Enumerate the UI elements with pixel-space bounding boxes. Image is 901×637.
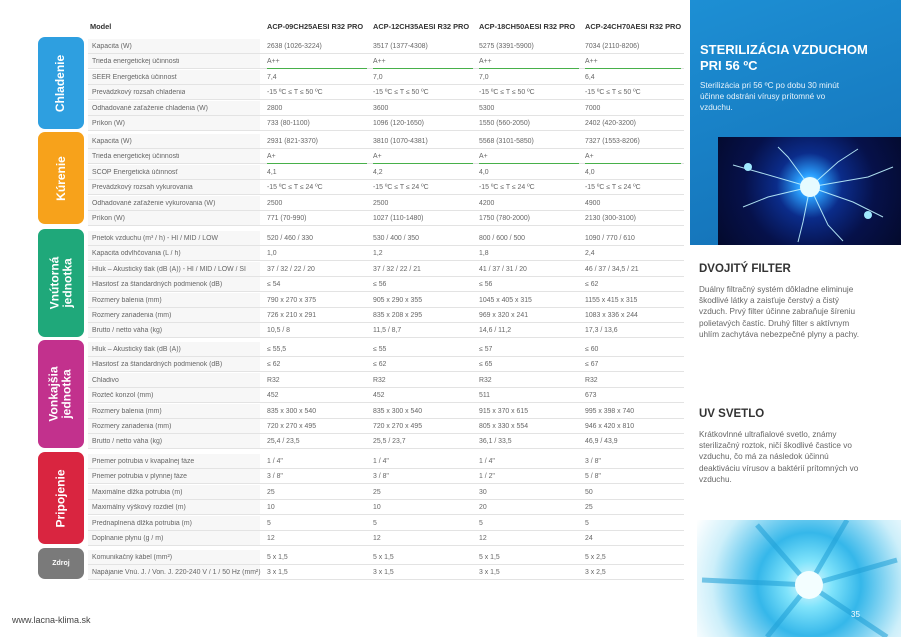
- row-value: -15 ºC ≤ T ≤ 50 ºC: [479, 89, 535, 97]
- row-label: Odhadované zaťaženie chladenia (W): [92, 104, 208, 112]
- section-title: Kúrenie: [53, 155, 68, 201]
- table-row: [88, 516, 684, 531]
- table-row: [88, 531, 684, 546]
- row-value: 530 / 400 / 350: [373, 235, 419, 242]
- row-value: 1,8: [479, 250, 489, 258]
- row-value: 3 x 2,5: [585, 569, 606, 577]
- plasma-illustration: [718, 137, 901, 245]
- row-label: Doplnanie plynu (g / m): [92, 535, 164, 542]
- row-value: -15 ºC ≤ T ≤ 50 ºC: [585, 89, 641, 97]
- row-value: 2,4: [585, 250, 595, 258]
- model-column-4: ACP-24CH70AESI R32 PRO: [585, 22, 682, 31]
- row-value: -15 ºC ≤ T ≤ 24 ºC: [267, 184, 323, 192]
- row-value: ≤ 60: [585, 346, 599, 353]
- row-value: 3 / 8": [585, 458, 601, 465]
- row-value: 5568 (3101-5850): [479, 138, 534, 145]
- row-value: ≤ 56: [373, 281, 387, 289]
- row-value: 800 / 600 / 500: [479, 235, 525, 242]
- row-value: A+: [585, 153, 594, 161]
- model-column-1: ACP-09CH25AESI R32 PRO: [267, 22, 364, 31]
- sterilization-text: Sterilizácia pri 56 ºC po dobu 30 minút účinne odstráni vírusy prítomné vo vzduchu.: [700, 81, 840, 112]
- row-label: Hlasitosť za štandardných podmienok (dB): [92, 281, 223, 289]
- row-value: -15 ºC ≤ T ≤ 50 ºC: [267, 89, 323, 97]
- row-label: Priemer potrubia v kvapalnej fáze: [92, 458, 195, 465]
- row-label: Trieda energetickej účinnosti: [92, 153, 180, 161]
- row-value: 46 / 37 / 34,5 / 21: [585, 265, 639, 273]
- row-value: 771 (70-990): [267, 215, 307, 222]
- row-value: 995 x 398 x 740: [585, 407, 635, 415]
- table-row: [88, 277, 684, 292]
- row-value: 7,0: [373, 73, 383, 81]
- table-row: [88, 419, 684, 434]
- row-label: Trieda energetickej účinnosti: [92, 58, 180, 66]
- row-label: Kapacita odvlhčovania (L / h): [92, 250, 181, 258]
- table-row: [88, 134, 684, 149]
- row-value: 3 / 8": [373, 473, 389, 481]
- table-row: [88, 404, 684, 419]
- row-value: ≤ 67: [585, 361, 599, 369]
- row-value: 511: [479, 392, 490, 400]
- uv-light-title: UV SVETLO: [699, 408, 765, 420]
- model-column-3: ACP-18CH50AESI R32 PRO: [479, 22, 576, 31]
- table-row: [88, 116, 684, 131]
- section-label: [38, 340, 84, 448]
- table-row: [88, 565, 684, 580]
- table-row: [88, 293, 684, 308]
- row-value: 12: [479, 535, 487, 542]
- row-value: 1 / 4": [479, 458, 495, 465]
- uv-light-image: [697, 520, 901, 637]
- row-label: Príkon (W): [92, 120, 125, 127]
- row-value: 1096 (120-1650): [373, 120, 424, 127]
- row-label: Rozmery balenia (mm): [92, 296, 162, 304]
- row-value: 2130 (300-3100): [585, 215, 636, 222]
- row-label: Hluk – Akustický tlak (dB (A)) - HI / MID / LOW / SI: [92, 265, 246, 273]
- row-value: 7327 (1553-8206): [585, 138, 640, 145]
- row-value: 11,5 / 8,7: [373, 327, 402, 335]
- row-value: 726 x 210 x 291: [267, 312, 317, 319]
- table-row: [88, 434, 684, 449]
- row-value: R32: [479, 376, 492, 384]
- row-value: 12: [373, 535, 381, 542]
- row-value: 1 / 2": [479, 473, 495, 481]
- row-value: 1045 x 405 x 315: [479, 296, 532, 304]
- row-value: ≤ 65: [479, 361, 493, 369]
- row-value: ≤ 62: [373, 361, 387, 369]
- row-value: 5 x 1,5: [479, 554, 500, 561]
- row-value: 1 / 4": [267, 458, 283, 465]
- row-value: 790 x 270 x 375: [267, 296, 317, 304]
- row-value: R32: [373, 376, 386, 384]
- row-value: A++: [373, 58, 386, 66]
- row-value: 7000: [585, 104, 601, 112]
- row-label: SEER Energetická účinnosť: [92, 73, 178, 81]
- row-value: 4,1: [267, 168, 277, 176]
- section-label: [38, 452, 84, 544]
- row-value: ≤ 62: [267, 361, 281, 369]
- row-value: 805 x 330 x 554: [479, 423, 529, 430]
- row-label: Hluk – Akustický tlak (dB (A)): [92, 346, 181, 353]
- row-label: Odhadované zaťaženie vykurovania (W): [92, 199, 216, 207]
- row-label: Priemer potrubia v plynnej fáze: [92, 473, 187, 481]
- row-value: ≤ 56: [479, 281, 493, 289]
- row-value: 4,2: [373, 168, 383, 176]
- sterilization-title: STERILIZÁCIA VZDUCHOM PRI 56 ºC: [700, 42, 868, 73]
- row-label: Rozmery zariadenia (mm): [92, 423, 172, 430]
- row-value: 915 x 370 x 615: [479, 407, 529, 415]
- row-label: Prednaplnená dĺžka potrubia (m): [92, 519, 192, 527]
- uv-lamp-illustration: [697, 520, 901, 637]
- row-value: R32: [267, 376, 280, 384]
- row-value: 3 / 8": [267, 473, 283, 481]
- footer-url: www.lacna-klima.sk: [12, 615, 91, 625]
- row-value: 30: [479, 488, 487, 496]
- row-value: 25,4 / 23,5: [267, 438, 300, 446]
- row-label: Chladivo: [92, 376, 119, 384]
- row-value: 1090 / 770 / 610: [585, 235, 635, 242]
- row-value: 36,1 / 33,5: [479, 438, 512, 446]
- table-row: [88, 357, 684, 372]
- table-row: [88, 469, 684, 484]
- row-value: 5 x 1,5: [373, 554, 394, 561]
- row-label: Prevádzkový rozsah chladenia: [92, 89, 186, 97]
- row-value: 41 / 37 / 31 / 20: [479, 265, 527, 273]
- table-row: [88, 101, 684, 116]
- row-value: 50: [585, 488, 593, 496]
- row-label: Brutto / netto váha (kg): [92, 327, 163, 335]
- row-value: 10: [373, 504, 381, 512]
- row-value: 20: [479, 504, 487, 512]
- row-label: Rozmery zariadenia (mm): [92, 312, 172, 319]
- row-value: 2800: [267, 104, 283, 112]
- uv-light-text: Krátkovlnné ultrafialové svetlo, známy sterilizačný roztok, ničí škodlivé častice vo vzduchu, čo má za následok účinnú deaktiváciu vírusov a baktérií prítomných vo vzduchu.: [699, 430, 859, 484]
- row-value: 5: [267, 519, 271, 527]
- page-number: 35: [851, 610, 860, 619]
- row-value: 1,0: [267, 250, 277, 258]
- row-value: 1155 x 415 x 315: [585, 296, 638, 304]
- sterilization-panel: [690, 0, 901, 245]
- row-value: 720 x 270 x 495: [373, 423, 423, 430]
- sterilization-image: [718, 137, 901, 245]
- section-label: [38, 229, 84, 337]
- row-value: A++: [585, 58, 598, 66]
- row-label: Napájanie Vnú. J. / Von. J. 220-240 V / 1 / 50 Hz (mm²): [92, 569, 261, 577]
- row-value: 673: [585, 392, 597, 400]
- row-value: 4,0: [479, 168, 489, 176]
- row-value: ≤ 54: [267, 281, 281, 289]
- dual-filter-title: DVOJITÝ FILTER: [699, 263, 791, 275]
- dual-filter-text: Duálny filtračný systém dôkladne eliminuje škodlivé látky a zaisťuje čerstvý a čistý vzduch. Prvý filter účinne zabraňuje šíreniu polietavých častíc. Druhý filter s aktívnym uhlím zachytáva nebezpečné plyny a pachy.: [699, 285, 860, 339]
- row-value: 4,0: [585, 168, 595, 176]
- row-value: 452: [267, 392, 279, 400]
- row-value: -15 ºC ≤ T ≤ 24 ºC: [479, 184, 535, 192]
- row-value: 835 x 208 x 295: [373, 312, 423, 319]
- row-value: 520 / 460 / 330: [267, 235, 313, 242]
- row-value: 46,9 / 43,9: [585, 438, 618, 446]
- row-value: 5: [373, 519, 377, 527]
- table-row: [88, 165, 684, 180]
- row-value: ≤ 57: [479, 346, 493, 353]
- row-label: Maximálne dĺžka potrubia (m): [92, 488, 183, 496]
- row-value: 3517 (1377-4308): [373, 43, 428, 50]
- row-value: 7,4: [267, 73, 277, 81]
- table-row: [88, 308, 684, 323]
- model-column-2: ACP-12CH35AESI R32 PRO: [373, 22, 470, 31]
- row-value: 25,5 / 23,7: [373, 438, 406, 446]
- row-value: 2500: [267, 199, 283, 207]
- row-value: 733 (80-1100): [267, 120, 310, 127]
- table-row: [88, 85, 684, 100]
- table-row: [88, 54, 684, 69]
- row-value: 1,2: [373, 250, 383, 258]
- row-label: Prietok vzduchu (m³ / h) - HI / MID / LOW: [92, 235, 218, 242]
- row-value: 37 / 32 / 22 / 21: [373, 265, 421, 273]
- row-value: 37 / 32 / 22 / 20: [267, 265, 315, 273]
- table-row: [88, 196, 684, 211]
- row-value: 835 x 300 x 540: [373, 407, 423, 415]
- row-value: -15 ºC ≤ T ≤ 24 ºC: [373, 184, 429, 192]
- row-value: 3 x 1,5: [267, 569, 288, 577]
- row-value: 2402 (420-3200): [585, 120, 636, 127]
- row-value: 835 x 300 x 540: [267, 407, 317, 415]
- section-title: Pripojenie: [53, 469, 68, 528]
- table-row: [88, 342, 684, 357]
- row-value: 4900: [585, 199, 601, 207]
- row-value: A++: [479, 58, 492, 66]
- row-value: 5 x 2,5: [585, 554, 606, 561]
- model-header: Model: [90, 22, 112, 31]
- row-label: Brutto / netto váha (kg): [92, 438, 163, 446]
- row-value: 6,4: [585, 73, 595, 81]
- section-label: [38, 548, 84, 579]
- row-value: A++: [267, 58, 280, 66]
- row-value: 1750 (780-2000): [479, 215, 530, 222]
- row-label: Komunikačný kábel (mm²): [92, 554, 173, 561]
- row-value: 12: [267, 535, 275, 542]
- row-value: -15 ºC ≤ T ≤ 50 ºC: [373, 89, 429, 97]
- table-row: [88, 149, 684, 164]
- row-label: Maximálny výškový rozdiel (m): [92, 504, 186, 512]
- row-value: 5 x 1,5: [267, 554, 288, 561]
- table-row: [88, 550, 684, 565]
- row-value: A+: [479, 153, 488, 161]
- table-row: [88, 454, 684, 469]
- row-label: Kapacita (W): [92, 43, 132, 50]
- row-value: -15 ºC ≤ T ≤ 24 ºC: [585, 184, 641, 192]
- row-value: ≤ 55: [373, 346, 387, 353]
- table-row: [88, 39, 684, 54]
- table-row: [88, 246, 684, 261]
- section-label: [38, 37, 84, 129]
- row-value: 5 / 8": [585, 473, 601, 481]
- row-value: 10: [267, 504, 275, 512]
- table-row: [88, 485, 684, 500]
- row-value: 969 x 320 x 241: [479, 312, 529, 319]
- table-row: [88, 373, 684, 388]
- row-value: 24: [585, 535, 593, 542]
- row-value: 3 x 1,5: [479, 569, 500, 577]
- row-value: 3 x 1,5: [373, 569, 394, 577]
- row-value: 14,6 / 11,2: [479, 327, 512, 335]
- row-value: 10,5 / 8: [267, 327, 290, 335]
- row-value: 2638 (1026-3224): [267, 43, 322, 50]
- row-value: R32: [585, 376, 598, 384]
- section-title: Zdroj: [52, 559, 70, 567]
- row-value: 5275 (3391-5900): [479, 43, 534, 50]
- row-value: 452: [373, 392, 385, 400]
- row-value: 25: [373, 488, 381, 496]
- row-value: 1027 (110-1480): [373, 215, 424, 222]
- row-value: 25: [585, 504, 593, 512]
- row-value: 5300: [479, 104, 495, 112]
- section-title: Vonkajšia jednotka: [47, 366, 75, 422]
- table-row: [88, 262, 684, 277]
- section-label: [38, 132, 84, 224]
- row-label: Rozteč konzol (mm): [92, 392, 154, 400]
- table-row: [88, 500, 684, 515]
- row-value: 1083 x 336 x 244: [585, 312, 638, 319]
- section-title: Vnútorná jednotka: [47, 256, 75, 310]
- table-row: [88, 211, 684, 226]
- table-row: [88, 388, 684, 403]
- row-value: 4200: [479, 199, 495, 207]
- row-value: A+: [373, 153, 382, 161]
- row-label: SCOP Energetická účinnosť: [92, 168, 178, 176]
- row-value: 1550 (560-2050): [479, 120, 530, 127]
- row-value: 7034 (2110-8206): [585, 43, 640, 50]
- row-value: 905 x 290 x 355: [373, 296, 423, 304]
- table-row: [88, 231, 684, 246]
- row-value: 2500: [373, 199, 389, 207]
- row-label: Kapacita (W): [92, 138, 132, 145]
- row-value: 5: [479, 519, 483, 527]
- row-value: 946 x 420 x 810: [585, 423, 635, 430]
- row-value: 720 x 270 x 495: [267, 423, 317, 430]
- row-value: 1 / 4": [373, 458, 389, 465]
- row-value: 3600: [373, 104, 389, 112]
- row-value: 25: [267, 488, 275, 496]
- row-value: A+: [267, 153, 276, 161]
- table-row: [88, 323, 684, 338]
- row-value: 7,0: [479, 73, 489, 81]
- row-label: Hlasitosť za štandardných podmienok (dB): [92, 361, 223, 369]
- row-value: 5: [585, 519, 589, 527]
- row-value: ≤ 55,5: [267, 346, 287, 353]
- row-label: Prevádzkový rozsah vykurovania: [92, 184, 193, 192]
- row-label: Príkon (W): [92, 215, 125, 222]
- row-value: 17,3 / 13,6: [585, 327, 618, 335]
- table-row: [88, 70, 684, 85]
- row-value: 2931 (821-3370): [267, 138, 318, 145]
- row-label: Rozmery balenia (mm): [92, 407, 162, 415]
- row-value: 3810 (1070-4381): [373, 138, 428, 145]
- section-title: Chladenie: [53, 54, 68, 112]
- table-row: [88, 180, 684, 195]
- row-value: ≤ 62: [585, 281, 599, 289]
